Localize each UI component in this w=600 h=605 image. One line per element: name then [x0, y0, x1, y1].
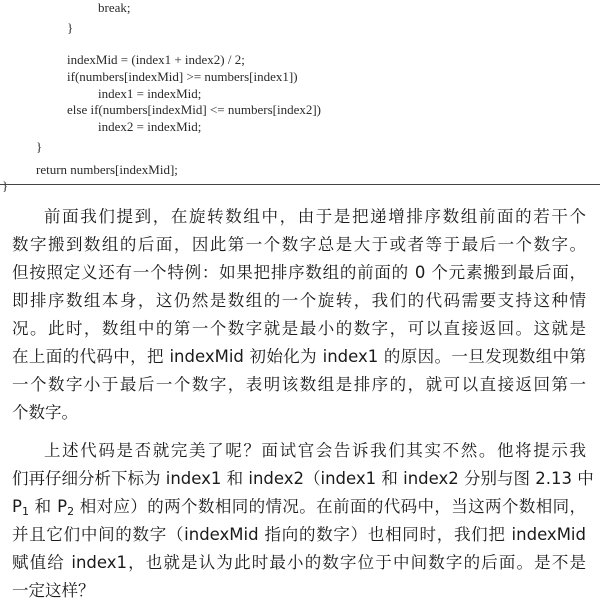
code-line-function-close: } — [2, 178, 9, 193]
p2-symbol: P — [57, 497, 68, 516]
text-line: 况。此时，数组中的第一个数字就是最小的数字，可以直接返回。这就是 — [12, 319, 586, 338]
text-line: 前面我们提到，在旋转数组中，由于是把递增排序数组前面的若干个 — [44, 207, 586, 226]
p1-symbol: P — [12, 497, 22, 516]
code-line-close-brace: } — [67, 20, 74, 35]
code-divider — [0, 184, 600, 185]
code-line-if: if(numbers[indexMid] >= numbers[index1]) — [67, 69, 298, 84]
text-line: 赋值给 index1，也就是认为此时最小的数字位于中间数字的后面。是不是 — [12, 553, 586, 572]
text-line: 在上面的代码中，把 indexMid 初始化为 index1 的原因。一旦发现数组中第 — [12, 347, 586, 366]
code-line-index-mid: indexMid = (index1 + index2) / 2; — [67, 52, 245, 67]
text-line: 一定这样？ — [12, 581, 95, 600]
code-line-assign-index1: index1 = indexMid; — [98, 86, 202, 101]
p2-subscript: 2 — [67, 505, 75, 518]
code-line-assign-index2: index2 = indexMid; — [98, 119, 202, 134]
text-line: 但按照定义还有一个特例：如果把排序数组的前面的 0 个元素搬到最后面， — [12, 263, 586, 282]
text-line: 个数字。 — [12, 403, 78, 422]
text-line: 数字搬到数组的后面，因此第一个数字总是大于或者等于最后一个数字。 — [12, 235, 586, 254]
code-line-break: break; — [98, 0, 131, 15]
text-line: 并且它们中间的数字（indexMid 指向的数字）也相同时，我们把 indexMid — [12, 525, 586, 544]
body-text — [0, 203, 600, 605]
code-line-return: return numbers[indexMid]; — [36, 162, 178, 177]
code-line-loop-close-brace: } — [36, 139, 43, 154]
text-line: 们再仔细分析下标为 index1 和 index2（index1 和 index2 分别与图 2.13 中 — [12, 469, 594, 488]
paragraph-2 — [0, 437, 600, 605]
code-line-else-if: else if(numbers[indexMid] <= numbers[index2]) — [67, 102, 322, 117]
text-fragment: 和 — [28, 497, 58, 516]
text-line: 一个数字小于最后一个数字，表明该数组是排序的，就可以直接返回第一 — [12, 375, 586, 394]
code-listing — [0, 0, 600, 193]
text-fragment: 相对应）的两个数相同的情况。在前面的代码中，当这两个数相同， — [74, 497, 586, 516]
p1-subscript: 1 — [21, 505, 29, 518]
paragraph-1 — [0, 203, 600, 427]
text-line-with-subscripts — [0, 493, 600, 521]
text-line: 上述代码是否就完美了呢？面试官会告诉我们其实不然。他将提示我 — [44, 441, 586, 460]
text-line: 即排序数组本身，这仍然是数组的一个旋转，我们的代码需要支持这种情 — [12, 291, 586, 310]
